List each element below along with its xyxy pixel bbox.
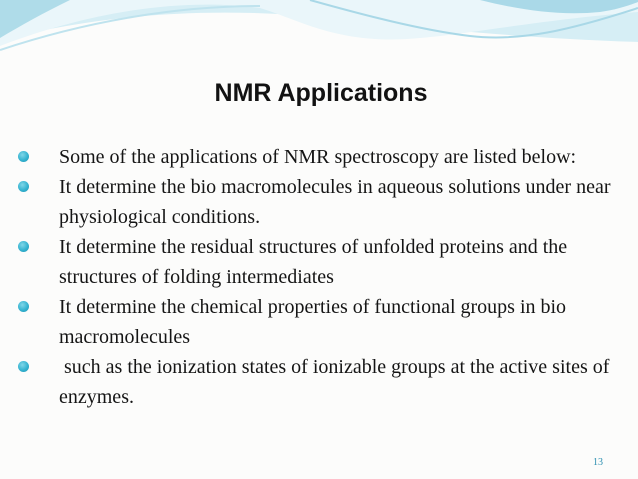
bullet-text: such as the ionization states of ionizable groups at the active sites of enzymes. [59, 356, 615, 408]
bullet-text: It determine the residual structures of unfolded proteins and the structures of folding intermediates [59, 236, 568, 288]
bullet-list [14, 142, 614, 412]
page-number: 13 [593, 457, 603, 468]
bullet-dot-icon [18, 181, 29, 192]
list-item [14, 172, 614, 232]
bullet-dot-icon [18, 301, 29, 312]
bullet-text: It determine the bio macromolecules in aqueous solutions under near physiological conditions. [59, 176, 611, 228]
bullet-text: Some of the applications of NMR spectroscopy are listed below: [59, 146, 577, 168]
bullet-text: It determine the chemical properties of functional groups in bio macromolecules [59, 296, 567, 348]
bullet-dot-icon [18, 151, 29, 162]
list-item [14, 232, 614, 292]
bullet-dot-icon [18, 361, 29, 372]
list-item [14, 142, 614, 172]
list-item [14, 352, 614, 412]
header-wave-decoration [0, 0, 638, 70]
list-item [14, 292, 614, 352]
bullet-dot-icon [18, 241, 29, 252]
slide-title: NMR Applications [214, 79, 428, 107]
